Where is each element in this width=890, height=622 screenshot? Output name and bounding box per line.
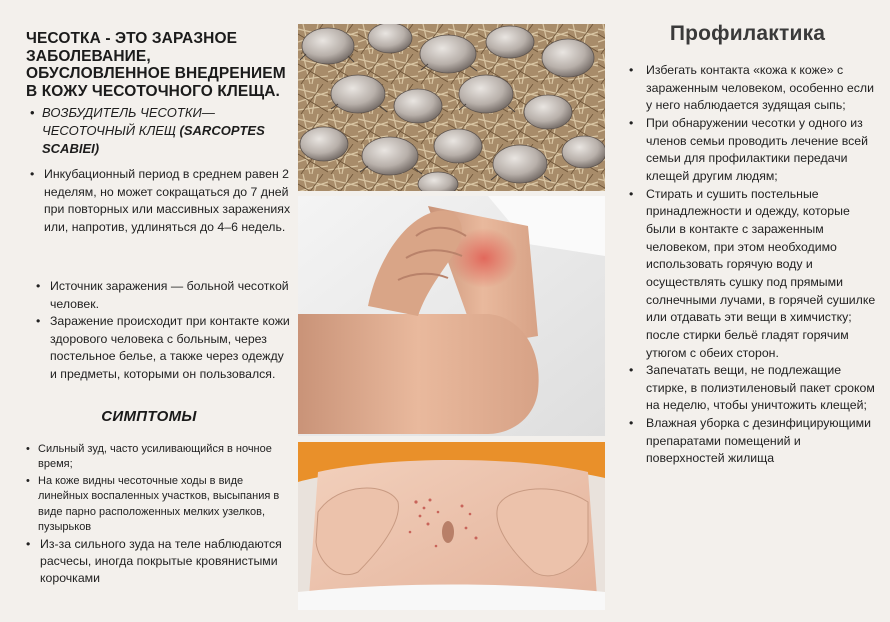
list-item: • Стирать и сушить постельные принадлежности и одежду, которые были в контакте с зараженным человеком, при этом необходимо использовать горячую воду и осуществлять сушку под прямыми солнечными лучами, в горячей сушилке или отдавать эти вещи в химчистку; после стирки бельё гладят горячим утюгом с обеих сторон. [629, 186, 879, 363]
left-column [0, 0, 298, 622]
list-item: • При обнаружении чесотки у одного из членов семьи проводить лечение всей семьи для профилактики передачи клещей другим людям; [629, 115, 879, 186]
symptoms-list [26, 442, 292, 588]
symptoms-heading: СИМПТОМЫ [101, 408, 197, 425]
bullet-icon: • [30, 105, 35, 120]
mites-microscope-photo [298, 24, 605, 191]
list-item: • Источник заражения — больной чесоткой человек. [36, 278, 294, 313]
list-item: • Из-за сильного зуда на теле наблюдаются расчесы, иногда покрытые кровянистыми корочками [26, 536, 292, 587]
pathogen-line [30, 104, 292, 158]
child-belly-rash-photo [298, 442, 605, 610]
incubation-text: • Инкубационный период в среднем равен 2 неделям, но может сокращаться до 7 дней при повторных или массивных заражениях или, напротив, удлиняться до 4–6 недель. [30, 166, 292, 236]
list-item: • Заражение происходит при контакте кожи здорового человека с больным, через постельное белье, а также через одежду и предметы, которыми он пользовался. [36, 313, 294, 383]
main-title: ЧЕСОТКА - ЭТО ЗАРАЗНОЕ ЗАБОЛЕВАНИЕ, ОБУСЛОВЛЕННОЕ ВНЕДРЕНИЕМ В КОЖУ ЧЕСОТОЧНОГО КЛЕЩА. [26, 30, 286, 100]
list-item: • Избегать контакта «кожа к коже» с зараженным человеком, особенно если у него наблюдается зудящая сыпь; [629, 62, 879, 115]
prevention-heading: Профилактика [669, 22, 826, 45]
infection-source-list [36, 278, 294, 384]
right-column [605, 0, 890, 622]
pathogen-latin-name: (SARCOPTES SCABIEI) [42, 123, 265, 156]
list-item: • На коже видны чесоточные ходы в виде линейных воспаленных участков, высыпания в виде парно расположенных мелких узелков, пузырьков [26, 474, 292, 536]
list-item: • Сильный зуд, часто усиливающийся в ночное время; [26, 442, 292, 473]
incubation-list [30, 166, 292, 236]
arm-scratching-photo [298, 196, 605, 436]
list-item: • Влажная уборка с дезинфицирующими препаратами помещений и поверхностей жилища [629, 415, 879, 468]
prevention-list [629, 62, 879, 468]
pathogen-text: ВОЗБУДИТЕЛЬ ЧЕСОТКИ—ЧЕСОТОЧНЫЙ КЛЕЩ [42, 105, 215, 138]
list-item: • Запечатать вещи, не подлежащие стирке, в полиэтиленовый пакет сроком на неделю, чтобы уничтожить клещей; [629, 362, 879, 415]
